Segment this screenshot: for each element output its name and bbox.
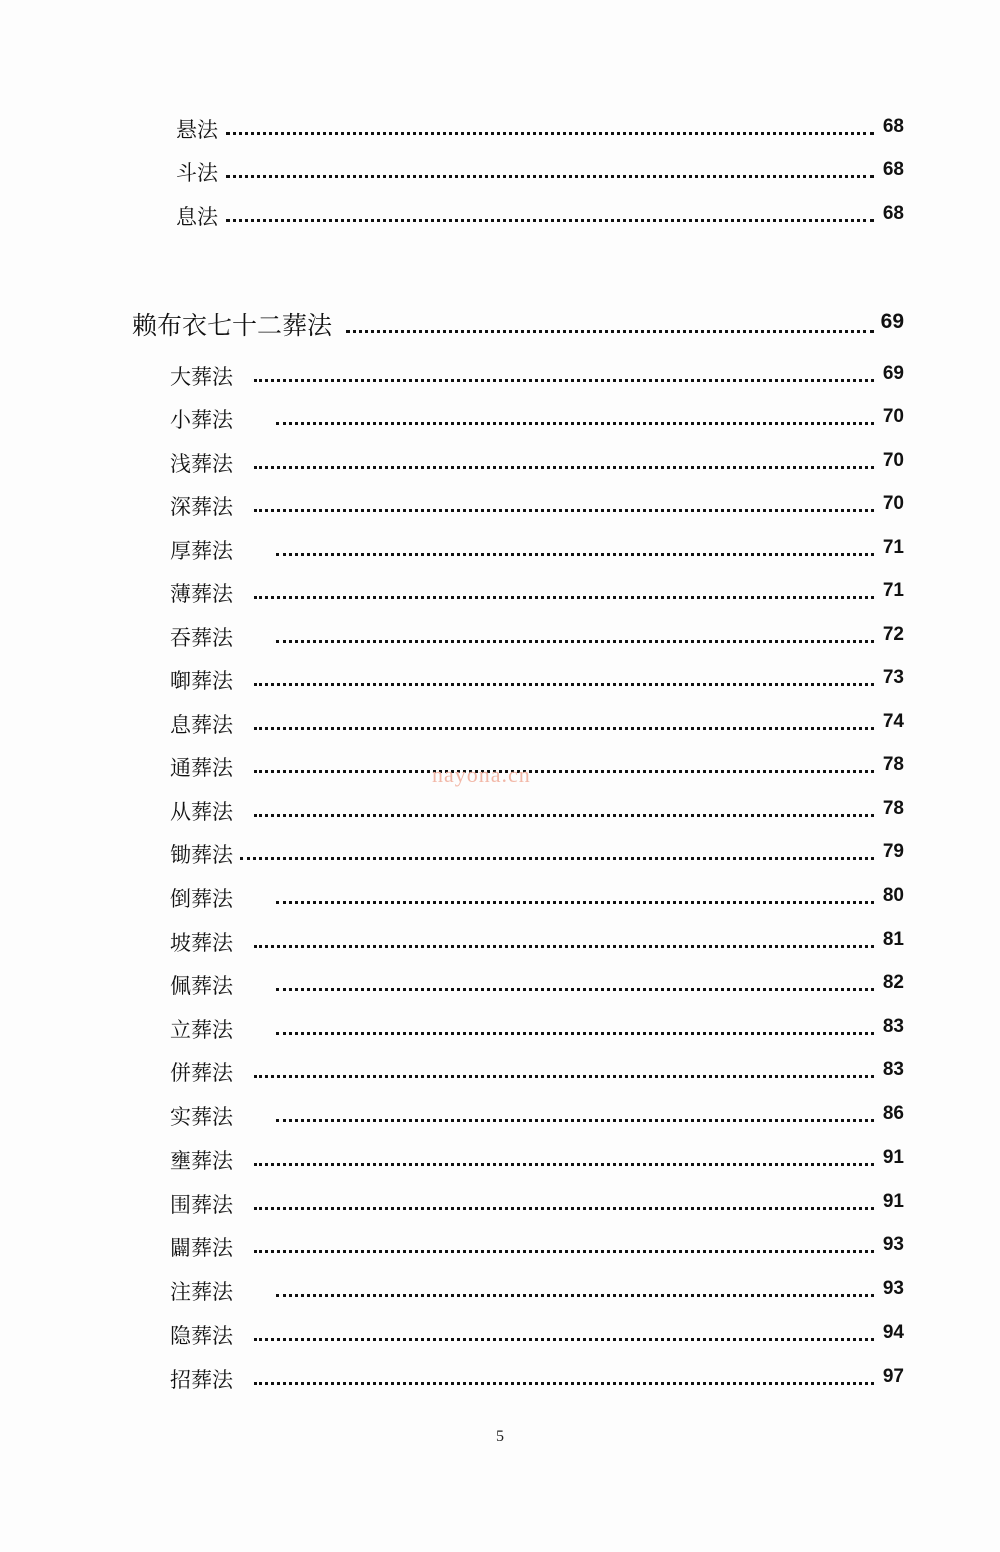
toc-entry-label: 大葬法: [170, 365, 233, 389]
toc-entry-label: 通葬法: [170, 756, 233, 780]
toc-leader-dots: [240, 857, 874, 860]
toc-entry-page: 86: [882, 1103, 904, 1124]
toc-entry-label: 息法: [176, 205, 218, 229]
toc-entry[interactable]: [0, 110, 1000, 144]
toc-entry-page: 71: [882, 537, 904, 558]
toc-entry-page: 91: [882, 1147, 904, 1168]
toc-chapter-label: 赖布衣七十二葬法: [132, 311, 333, 340]
toc-entry-page: 82: [882, 972, 904, 993]
toc-entry-page: 93: [882, 1234, 904, 1255]
toc-leader-dots: [276, 988, 874, 991]
toc-entry-label: 闢葬法: [170, 1236, 233, 1260]
toc-entry-label: 立葬法: [170, 1018, 233, 1042]
toc-entry[interactable]: [0, 1053, 1000, 1087]
toc-entry[interactable]: [0, 792, 1000, 826]
toc-entry-label: 倒葬法: [170, 887, 233, 911]
toc-entry[interactable]: [0, 153, 1000, 187]
toc-entry-page: 91: [882, 1191, 904, 1212]
toc-entry[interactable]: [0, 1010, 1000, 1044]
toc-entry-page: 80: [882, 885, 904, 906]
toc-leader-dots: [276, 901, 874, 904]
toc-entry-label: 小葬法: [170, 408, 233, 432]
toc-leader-dots: [254, 1075, 874, 1078]
toc-entry[interactable]: [0, 197, 1000, 231]
toc-entry-label: 佩葬法: [170, 974, 233, 998]
toc-entry[interactable]: [0, 574, 1000, 608]
toc-leader-dots: [254, 1163, 874, 1166]
toc-entry-page: 73: [882, 667, 904, 688]
toc-entry-page: 97: [882, 1366, 904, 1387]
toc-entry-page: 93: [882, 1278, 904, 1299]
toc-chapter-page: 69: [880, 310, 904, 333]
toc-entry-page: 83: [882, 1016, 904, 1037]
toc-entry[interactable]: [0, 400, 1000, 434]
toc-entry[interactable]: [0, 1097, 1000, 1131]
toc-entry[interactable]: [0, 531, 1000, 565]
toc-entry[interactable]: [0, 1228, 1000, 1262]
toc-entry[interactable]: [0, 661, 1000, 695]
toc-entry[interactable]: [0, 1141, 1000, 1175]
toc-leader-dots: [276, 640, 874, 643]
toc-entry-label: 厚葬法: [170, 539, 233, 563]
toc-entry[interactable]: [0, 618, 1000, 652]
toc-chapter-entry[interactable]: [0, 306, 1000, 340]
toc-entry-label: 併葬法: [170, 1061, 233, 1085]
toc-entry[interactable]: [0, 879, 1000, 913]
toc-entry[interactable]: [0, 923, 1000, 957]
toc-leader-dots: [254, 683, 874, 686]
toc-entry-label: 薄葬法: [170, 582, 233, 606]
toc-leader-dots: [254, 770, 874, 773]
toc-entry[interactable]: [0, 1360, 1000, 1394]
toc-leader-dots: [254, 727, 874, 730]
toc-leader-dots: [254, 1382, 874, 1385]
toc-leader-dots: [276, 1294, 874, 1297]
toc-entry[interactable]: [0, 1272, 1000, 1306]
toc-leader-dots: [346, 330, 874, 333]
toc-entry[interactable]: [0, 1316, 1000, 1350]
toc-entry-page: 68: [882, 159, 904, 180]
toc-entry-label: 隐葬法: [170, 1324, 233, 1348]
toc-entry-page: 78: [882, 754, 904, 775]
toc-entry-page: 70: [882, 406, 904, 427]
page-number: 5: [496, 1428, 504, 1445]
watermark-text: nayona.cn: [432, 762, 531, 787]
toc-entry-page: 81: [882, 929, 904, 950]
toc-entry-page: 94: [882, 1322, 904, 1343]
toc-entry-label: 注葬法: [170, 1280, 233, 1304]
toc-entry[interactable]: [0, 487, 1000, 521]
toc-entry[interactable]: [0, 1185, 1000, 1219]
toc-entry-page: 70: [882, 493, 904, 514]
toc-leader-dots: [254, 596, 874, 599]
toc-leader-dots: [276, 1032, 874, 1035]
toc-leader-dots: [254, 945, 874, 948]
toc-entry-page: 68: [882, 203, 904, 224]
toc-entry-label: 斗法: [176, 161, 218, 185]
toc-entry-label: 从葬法: [170, 800, 233, 824]
toc-entry-label: 围葬法: [170, 1193, 233, 1217]
toc-entry-label: 实葬法: [170, 1105, 233, 1129]
toc-entry-page: 72: [882, 624, 904, 645]
toc-entry[interactable]: [0, 835, 1000, 869]
toc-entry[interactable]: [0, 966, 1000, 1000]
toc-entry-label: 壅葬法: [170, 1149, 233, 1173]
toc-entry-page: 79: [882, 841, 904, 862]
toc-entry-label: 浅葬法: [170, 452, 233, 476]
toc-leader-dots: [276, 553, 874, 556]
toc-entry-label: 招葬法: [170, 1368, 233, 1392]
toc-entry-label: 锄葬法: [170, 843, 233, 867]
toc-leader-dots: [226, 219, 874, 222]
toc-entry-label: 悬法: [176, 118, 218, 142]
toc-entry-page: 70: [882, 450, 904, 471]
toc-entry-label: 息葬法: [170, 713, 233, 737]
toc-entry-page: 69: [882, 363, 904, 384]
toc-entry-label: 吞葬法: [170, 626, 233, 650]
toc-entry[interactable]: [0, 705, 1000, 739]
toc-leader-dots: [254, 1250, 874, 1253]
toc-entry-label: 啣葬法: [170, 669, 233, 693]
toc-entry-page: 68: [882, 116, 904, 137]
toc-leader-dots: [254, 1338, 874, 1341]
toc-entry-label: 坡葬法: [170, 931, 233, 955]
toc-entry[interactable]: [0, 444, 1000, 478]
toc-leader-dots: [254, 379, 874, 382]
toc-leader-dots: [254, 814, 874, 817]
toc-leader-dots: [254, 466, 874, 469]
toc-entry[interactable]: [0, 357, 1000, 391]
toc-leader-dots: [254, 1207, 874, 1210]
toc-entry-page: 83: [882, 1059, 904, 1080]
toc-entry-page: 74: [882, 711, 904, 732]
toc-leader-dots: [226, 132, 874, 135]
toc-leader-dots: [226, 175, 874, 178]
toc-entry-page: 71: [882, 580, 904, 601]
toc-entry-label: 深葬法: [170, 495, 233, 519]
toc-entry-page: 78: [882, 798, 904, 819]
toc-leader-dots: [276, 422, 874, 425]
toc-leader-dots: [276, 1119, 874, 1122]
toc-leader-dots: [254, 509, 874, 512]
